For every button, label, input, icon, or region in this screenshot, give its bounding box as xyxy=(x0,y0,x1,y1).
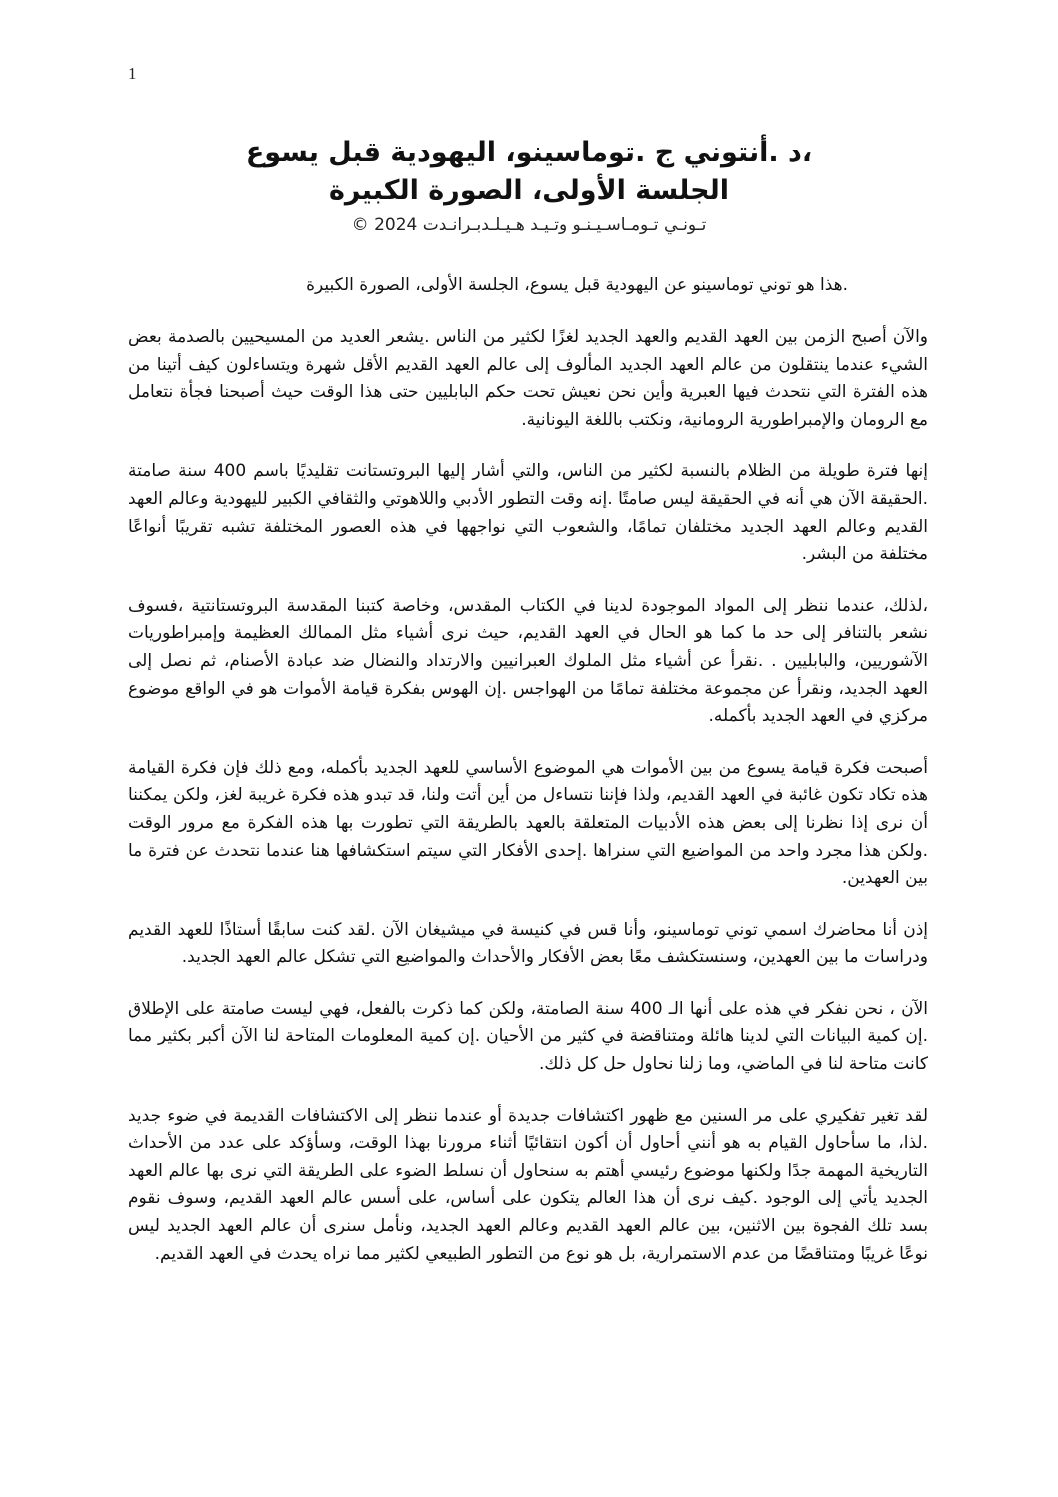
body-paragraph-1: والآن أصبح الزمن بين العهد القديم والعهد الجديد لغزًا لكثير من الناس .يشعر العديد من المسيحيين بالصدمة بعض الشيء عندما ينتقلون من عالم العهد الجديد المألوف إلى عالم العهد القديم الأقل شهرة ويتساءلون كيف أتينا من هذه الفترة التي نتحدث فيها العبرية وأين نحن نعيش تحت حكم البابليين حتى هذا الوقت حيث أصبحنا فجأة نتعامل مع الرومان والإمبراطورية الرومانية، ونكتب باللغة اليونانية. xyxy=(128,327,928,430)
body-paragraph-6: الآن ، نحن نفكر في هذه على أنها الـ 400 سنة الصامتة، ولكن كما ذكرت بالفعل، فهي ليست صامتة على الإطلاق .إن كمية البيانات التي لدينا هائلة ومتناقضة في كثير من الأحيان .إن كمية المعلومات المتاحة لنا الآن أكبر بكثير مما كانت متاحة لنا في الماضي، وما زلنا نحاول حل كل ذلك. xyxy=(128,998,929,1075)
document-body xyxy=(128,270,928,1292)
copyright-notice: تـونـي تـومـاسـيـنـو وتـيـد هـيـلـدبـرانـدت 2024 © xyxy=(351,215,707,235)
page-number: 1 xyxy=(128,64,137,83)
document-header xyxy=(120,134,938,238)
body-paragraph-4: أصبحت فكرة قيامة يسوع من بين الأموات هي الموضوع الأساسي للعهد الجديد بأكمله، ومع ذلك فإن فكرة القيامة هذه تكاد تكون غائبة في العهد القديم، ولذا فإننا نتساءل من أين أتت ولنا، قد تبدو هذه فكرة غريبة لغز، ولكن يمكننا أن نرى إذا نظرنا إلى بعض هذه الأدبيات المتعلقة بالعهد بالطريقة التي تطورت بها هذه الفكرة مع مرور الوقت .ولكن هذا مجرد واحد من المواضيع التي سنراها .إحدى الأفكار التي سيتم استكشافها هنا عندما نتحدث عن فترة ما بين العهدين. xyxy=(128,757,928,889)
body-paragraph-3: ،لذلك، عندما ننظر إلى المواد الموجودة لدينا في الكتاب المقدس، وخاصة كتبنا المقدسة البروتستانتية ،فسوف نشعر بالتنافر إلى حد ما كما هو الحال في العهد القديم، حيث نرى أشياء مثل الممالك العظيمة وإمبراطوريات الآشوريين، والبابليين . .نقرأ عن أشياء مثل الملوك العبرانيين والارتداد والنضال ضد عبادة الأصنام، ثم نصل إلى العهد الجديد، ونقرأ عن مجموعة مختلفة تمامًا من الهواجس .إن الهوس بفكرة قيامة الأموات هو في الواقع موضوع مركزي في العهد الجديد بأكمله. xyxy=(128,595,928,727)
body-paragraph-5: إذن أنا محاضرك اسمي توني توماسينو، وأنا قس في كنيسة في ميشيغان الآن .لقد كنت سابقًا أستاذًا للعهد القديم ودراسات ما بين العهدين، وسنستكشف معًا بعض الأفكار والأحداث والمواضيع التي تشكل عالم العهد الجديد. xyxy=(128,919,928,968)
intro-paragraph: .هذا هو توني توماسينو عن اليهودية قبل يسوع، الجلسة الأولى، الصورة الكبيرة xyxy=(306,275,848,295)
document-title-line-1: ،د .أنتوني ج .توماسينو، اليهودية قبل يسوع xyxy=(245,137,813,168)
body-paragraph-7: لقد تغير تفكيري على مر السنين مع ظهور اكتشافات جديدة أو عندما ننظر إلى الاكتشافات القديمة في ضوء جديد .لذا، ما سأحاول القيام به هو أنني أحاول أن أكون انتقائيًا أثناء مرورنا بهذا الوقت، وسأؤكد على عدد من الأحداث التاريخية المهمة جدًا ولكنها موضوع رئيسي أهتم به سنحاول أن نسلط الضوء على الطريقة التي نرى بها عالم العهد الجديد يأتي إلى الوجود .كيف نرى أن هذا العالم يتكون على أساس، على أسس عالم العهد القديم، وسوف نقوم بسد تلك الفجوة بين الاثنين، بين عالم العهد القديم وعالم العهد الجديد، ونأمل سنرى أن عالم العهد الجديد ليس نوعًا غريبًا ومتناقضًا من عدم الاستمرارية، بل هو نوع من التطور الطبيعي لكثير مما نراه يحدث في العهد القديم. xyxy=(128,1105,928,1264)
document-title-line-2: الجلسة الأولى، الصورة الكبيرة xyxy=(328,175,730,206)
body-paragraph-2: إنها فترة طويلة من الظلام بالنسبة لكثير من الناس، والتي أشار إليها البروتستانت تقليديًا باسم 400 سنة صامتة .الحقيقة الآن هي أنه في الحقيقة ليس صامتًا .إنه وقت التطور الأدبي واللاهوتي والثقافي الكبير لليهودية وعالم العهد القديم وعالم العهد الجديد مختلفان تمامًا، والشعوب التي نواجهها في هذه العصور المختلفة تشبه تقريبًا أنواعًا مختلفة من البشر. xyxy=(128,461,929,565)
